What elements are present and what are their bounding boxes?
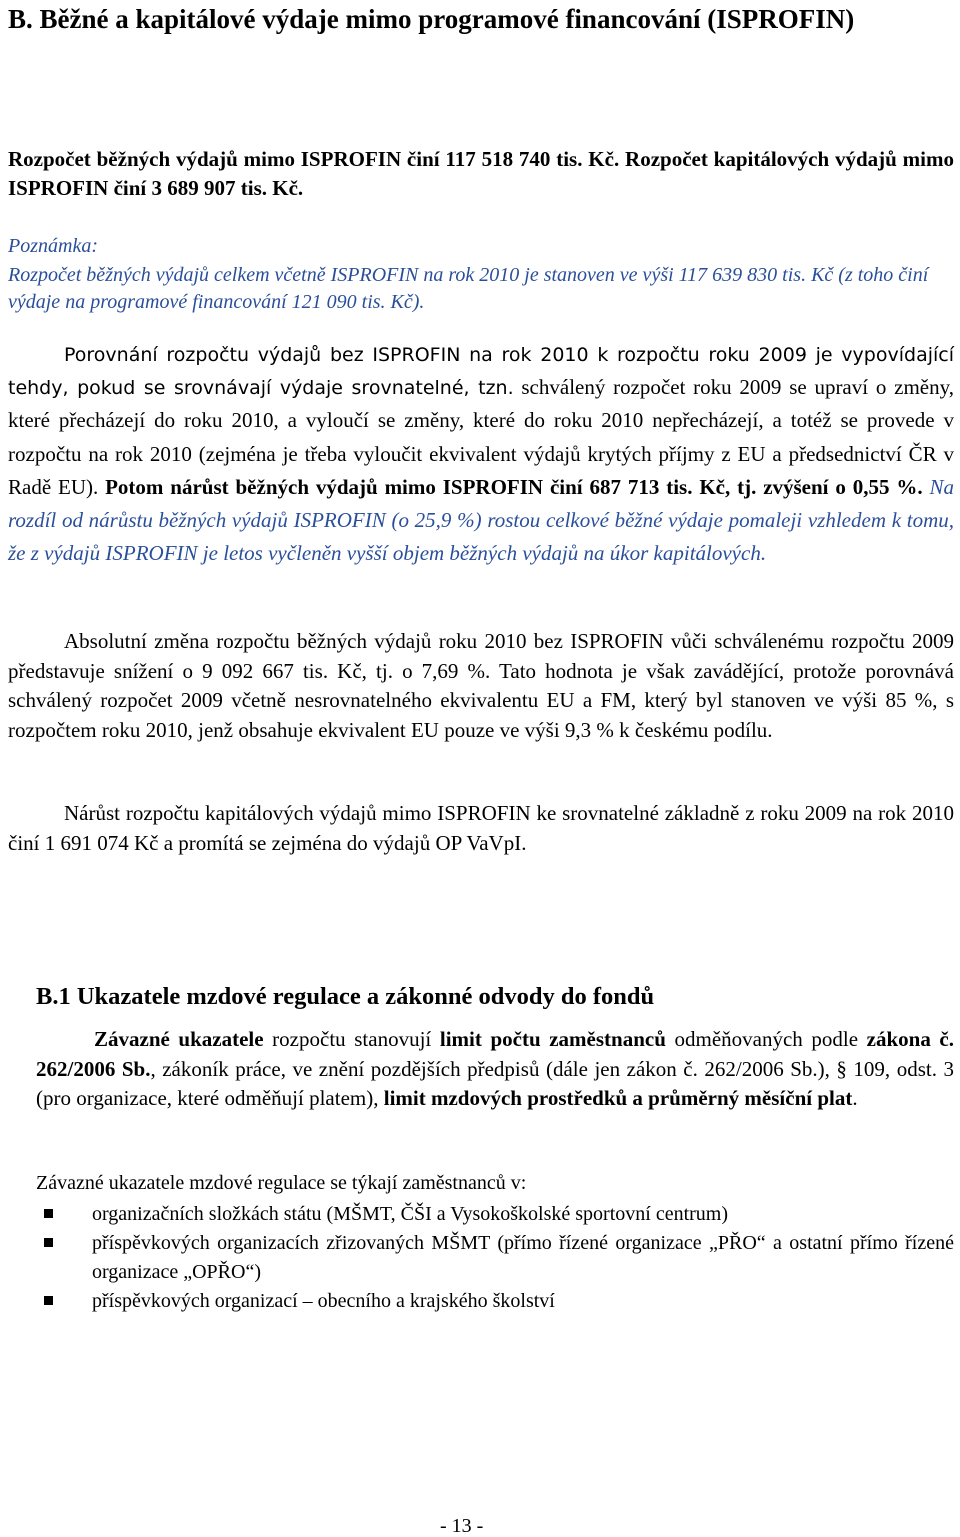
binding-indicators-text-6: , zákoník práce, ve znění pozdějších předpisů (dále jen zákon č. 262/2006 Sb.), § 109, odst. 3 (pro organizace, které odměňují platem),	[36, 1056, 954, 1110]
absolute-change-paragraph	[8, 627, 954, 745]
section-b-heading: B. Běžné a kapitálové výdaje mimo programové financování (ISPROFIN)	[8, 4, 855, 34]
comparison-sans-text: Porovnání rozpočtu výdajů bez ISPROFIN na rok 2010 k rozpočtu roku 2009 je vypovídající tehdy, pokud se srovnávají výdaje srovnatelné, tzn.	[8, 344, 954, 400]
binding-indicators-bold-5: zákona č. 262/2006 Sb.	[36, 1027, 955, 1081]
budget-summary-paragraph: Rozpočet běžných výdajů mimo ISPROFIN činí 117 518 740 tis. Kč. Rozpočet kapitálových výdajů mimo ISPROFIN činí 3 689 907 tis. Kč.	[8, 147, 954, 200]
comparison-italic-text: Na rozdíl od nárůstu běžných výdajů ISPROFIN (o 25,9 %) rostou celkové běžné výdaje pomaleji vzhledem k tomu, že z výdajů ISPROFIN je letos vyčleněn vyšší objem běžných výdajů na úkor kapitálových.	[8, 474, 954, 566]
list-item-text: příspěvkových organizacích zřizovaných MŠMT (přímo řízené organizace „PŘO“ a ostatní přímo řízené organizace „OPŘO“)	[92, 1232, 954, 1283]
capital-growth-paragraph	[8, 799, 954, 858]
list-item	[36, 1287, 954, 1316]
list-item-text: příspěvkových organizací – obecního a krajského školství	[92, 1290, 555, 1312]
note-label: Poznámka:	[8, 235, 98, 257]
comparison-bold-text: Potom nárůst běžných výdajů mimo ISPROFIN činí 687 713 tis. Kč, tj. zvýšení o 0,55 %.	[105, 474, 923, 499]
binding-indicators-paragraph	[36, 1025, 954, 1114]
note-text: Rozpočet běžných výdajů celkem včetně ISPROFIN na rok 2010 je stanoven ve výši 117 639 830 tis. Kč (z toho činí výdaje na programové financování 121 090 tis. Kč).	[8, 264, 929, 313]
list-item-text: organizačních složkách státu (MŠMT, ČŠI a Vysokoškolské sportovní centrum)	[92, 1203, 729, 1225]
binding-indicators-text-8: .	[852, 1086, 858, 1110]
section-b1-heading: B.1 Ukazatele mzdové regulace a zákonné odvody do fondů	[36, 983, 655, 1010]
capital-growth-text: Nárůst rozpočtu kapitálových výdajů mimo ISPROFIN ke srovnatelné základně z roku 2009 na rok 2010 činí 1 691 074 Kč a promítá se zejména do výdajů OP VaVpI.	[8, 801, 954, 855]
page-number: - 13 -	[440, 1515, 484, 1537]
binding-indicators-bold-3: limit počtu zaměstnanců	[439, 1027, 666, 1051]
comparison-paragraph	[8, 340, 954, 571]
square-bullet-icon	[44, 1209, 53, 1218]
employee-category-list	[36, 1200, 954, 1316]
binding-indicators-text-4: odměňovaných podle	[665, 1027, 867, 1051]
list-item	[36, 1200, 954, 1229]
list-lead: Závazné ukazatele mzdové regulace se týkají zaměstnanců v:	[36, 1172, 527, 1194]
list-item	[36, 1229, 954, 1287]
comparison-serif-text: schválený rozpočet roku 2009 se upraví o změny, které přecházejí do roku 2010, a vyloučí se změny, které do roku 2010 nepřecházejí, a totéž se provede v rozpočtu na rok 2010 (zejména je třeba vyloučit ekvivalent výdajů krytých příjmy z EU a předsednictví ČR v Radě EU).	[8, 375, 954, 499]
binding-indicators-text-2: rozpočtu stanovují	[263, 1027, 440, 1051]
binding-indicators-bold-7: limit mzdových prostředků a průměrný měsíční plat	[383, 1086, 853, 1110]
binding-indicators-bold-1: Závazné ukazatele	[94, 1027, 264, 1051]
square-bullet-icon	[44, 1238, 53, 1247]
absolute-change-text: Absolutní změna rozpočtu běžných výdajů roku 2010 bez ISPROFIN vůči schválenému rozpočtu 2009 představuje snížení o 9 092 667 tis. Kč, tj. o 7,69 %. Tato hodnota je však zavádějící, protože porovnává schválený rozpočet 2009 včetně nesrovnatelného ekvivalentu EU a FM, který byl stanoven ve výši 85 %, s rozpočtem roku 2010, jenž obsahuje ekvivalent EU pouze ve výši 9,3 % k českému podílu.	[8, 629, 954, 742]
square-bullet-icon	[44, 1296, 53, 1305]
